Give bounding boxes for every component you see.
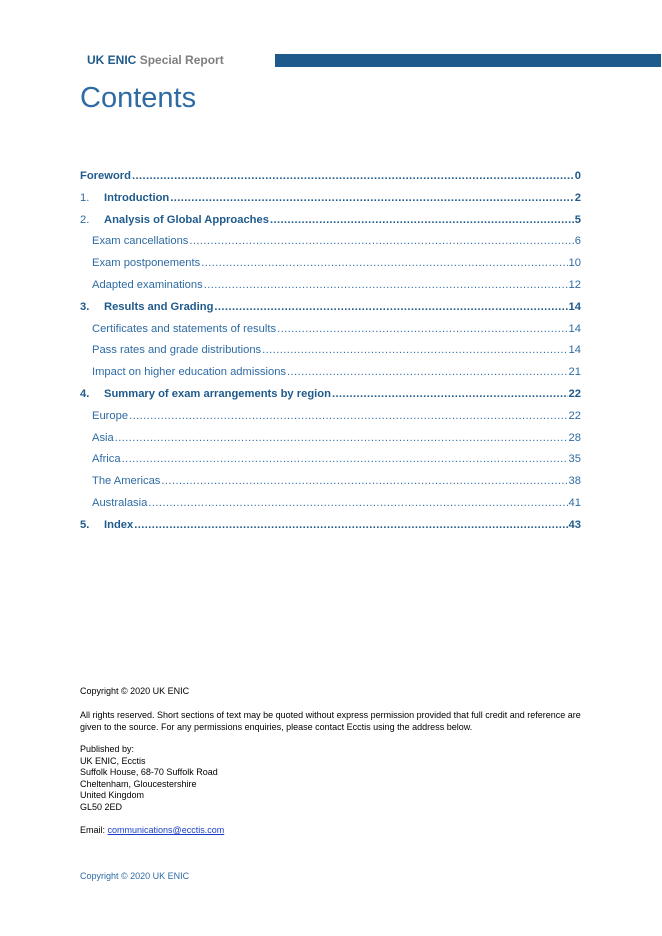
- toc-entry-label: Certificates and statements of results: [92, 322, 277, 335]
- footer-copyright: Copyright © 2020 UK ENIC: [80, 871, 190, 881]
- toc-entry-page: 22: [568, 409, 581, 422]
- toc-entry-label: Impact on higher education admissions: [92, 366, 287, 379]
- toc-leader-dots: [115, 430, 568, 446]
- email-label: Email:: [80, 825, 106, 835]
- toc-entry-number: 3.: [80, 300, 90, 313]
- toc-entry[interactable]: [80, 168, 581, 190]
- toc-entry[interactable]: [80, 517, 581, 539]
- toc-entry-label: Pass rates and grade distributions: [92, 344, 262, 357]
- toc-leader-dots: [189, 233, 573, 249]
- toc-entry[interactable]: [80, 430, 581, 452]
- toc-entry-page: 14: [568, 322, 581, 335]
- toc-entry-page: 35: [568, 453, 581, 466]
- header-brand: UK ENIC: [87, 53, 137, 67]
- toc-entry[interactable]: [80, 190, 581, 212]
- toc-entry[interactable]: [80, 364, 581, 386]
- rights-block: [80, 710, 585, 733]
- toc-entry-page: 6: [574, 235, 581, 248]
- toc-entry-label: Asia: [92, 431, 114, 444]
- toc-entry-page: 21: [568, 366, 581, 379]
- toc-entry-page: 2: [574, 191, 581, 204]
- toc-entry[interactable]: [80, 495, 581, 517]
- toc-leader-dots: [204, 277, 568, 293]
- table-of-contents: [80, 168, 581, 539]
- toc-leader-dots: [277, 321, 567, 337]
- toc-entry-number: 2.: [80, 213, 90, 226]
- publisher-line: GL50 2ED: [80, 801, 123, 812]
- toc-leader-dots: [214, 299, 567, 315]
- toc-entry-label: Exam cancellations: [92, 235, 189, 248]
- toc-entry[interactable]: [80, 408, 581, 430]
- email-link[interactable]: communications@ecctis.com: [107, 825, 225, 835]
- toc-leader-dots: [132, 168, 574, 184]
- publisher-line: UK ENIC, Ecctis: [80, 755, 146, 766]
- toc-entry-label: Introduction: [104, 191, 170, 204]
- toc-entry-label: Results and Grading: [104, 300, 214, 313]
- toc-entry-page: 43: [568, 518, 581, 531]
- toc-leader-dots: [161, 473, 567, 489]
- toc-entry-page: 41: [568, 496, 581, 509]
- toc-leader-dots: [287, 364, 568, 380]
- report-header-label: [87, 53, 224, 67]
- toc-entry-label: Foreword: [80, 170, 131, 182]
- rights-text: All rights reserved. Short sections of text may be quoted without express permission provided that full credit and reference are given to the source. For any permissions enquiries, please contact Ecctis using the address below.: [80, 710, 581, 732]
- toc-leader-dots: [270, 212, 574, 228]
- toc-entry-label: The Americas: [92, 475, 161, 488]
- toc-entry-label: Exam postponements: [92, 257, 201, 270]
- toc-leader-dots: [332, 386, 568, 402]
- toc-entry[interactable]: [80, 299, 581, 321]
- toc-entry-number: 5.: [80, 518, 90, 531]
- toc-entry[interactable]: [80, 277, 581, 299]
- toc-entry[interactable]: [80, 473, 581, 495]
- toc-entry-number: 4.: [80, 387, 90, 400]
- copyright-notice: Copyright © 2020 UK ENIC: [80, 686, 190, 696]
- toc-entry-label: Summary of exam arrangements by region: [104, 387, 331, 400]
- toc-entry-page: 14: [568, 300, 581, 313]
- toc-entry-label: Europe: [92, 409, 129, 422]
- publisher-line: Suffolk House, 68-70 Suffolk Road: [80, 767, 218, 777]
- toc-entry-page: 14: [568, 344, 581, 357]
- toc-entry-page: 0: [574, 170, 581, 182]
- toc-entry-label: Adapted examinations: [92, 278, 203, 291]
- toc-entry[interactable]: [80, 342, 581, 364]
- toc-entry[interactable]: [80, 212, 581, 234]
- toc-entry-label: Africa: [92, 453, 121, 466]
- publisher-block: [80, 744, 585, 813]
- toc-leader-dots: [201, 255, 567, 271]
- publisher-line: United Kingdom: [80, 790, 145, 800]
- email-block: [80, 825, 585, 837]
- toc-entry[interactable]: [80, 321, 581, 343]
- toc-entry-page: 22: [568, 387, 581, 400]
- toc-entry-page: 5: [574, 213, 581, 226]
- toc-entry-label: Australasia: [92, 496, 148, 509]
- toc-entry-page: 10: [568, 257, 581, 270]
- toc-leader-dots: [262, 342, 567, 358]
- header-bar: [275, 54, 661, 67]
- toc-entry-page: 12: [568, 278, 581, 291]
- published-by-label: Published by:: [80, 744, 135, 754]
- toc-leader-dots: [170, 190, 574, 206]
- toc-leader-dots: [122, 451, 568, 467]
- toc-entry[interactable]: [80, 451, 581, 473]
- header-report-type: Special Report: [139, 53, 224, 67]
- toc-entry-label: Analysis of Global Approaches: [104, 213, 269, 226]
- toc-entry-page: 38: [568, 475, 581, 488]
- page-title: Contents: [80, 82, 197, 114]
- toc-entry-number: 1.: [80, 191, 90, 204]
- copyright-notice-block: [80, 686, 585, 698]
- toc-leader-dots: [134, 517, 567, 533]
- toc-entry-page: 28: [568, 431, 581, 444]
- publisher-line: Cheltenham, Gloucestershire: [80, 778, 197, 789]
- toc-leader-dots: [129, 408, 567, 424]
- toc-entry[interactable]: [80, 255, 581, 277]
- toc-leader-dots: [148, 495, 567, 511]
- toc-entry[interactable]: [80, 233, 581, 255]
- toc-entry-label: Index: [104, 518, 134, 531]
- toc-entry[interactable]: [80, 386, 581, 408]
